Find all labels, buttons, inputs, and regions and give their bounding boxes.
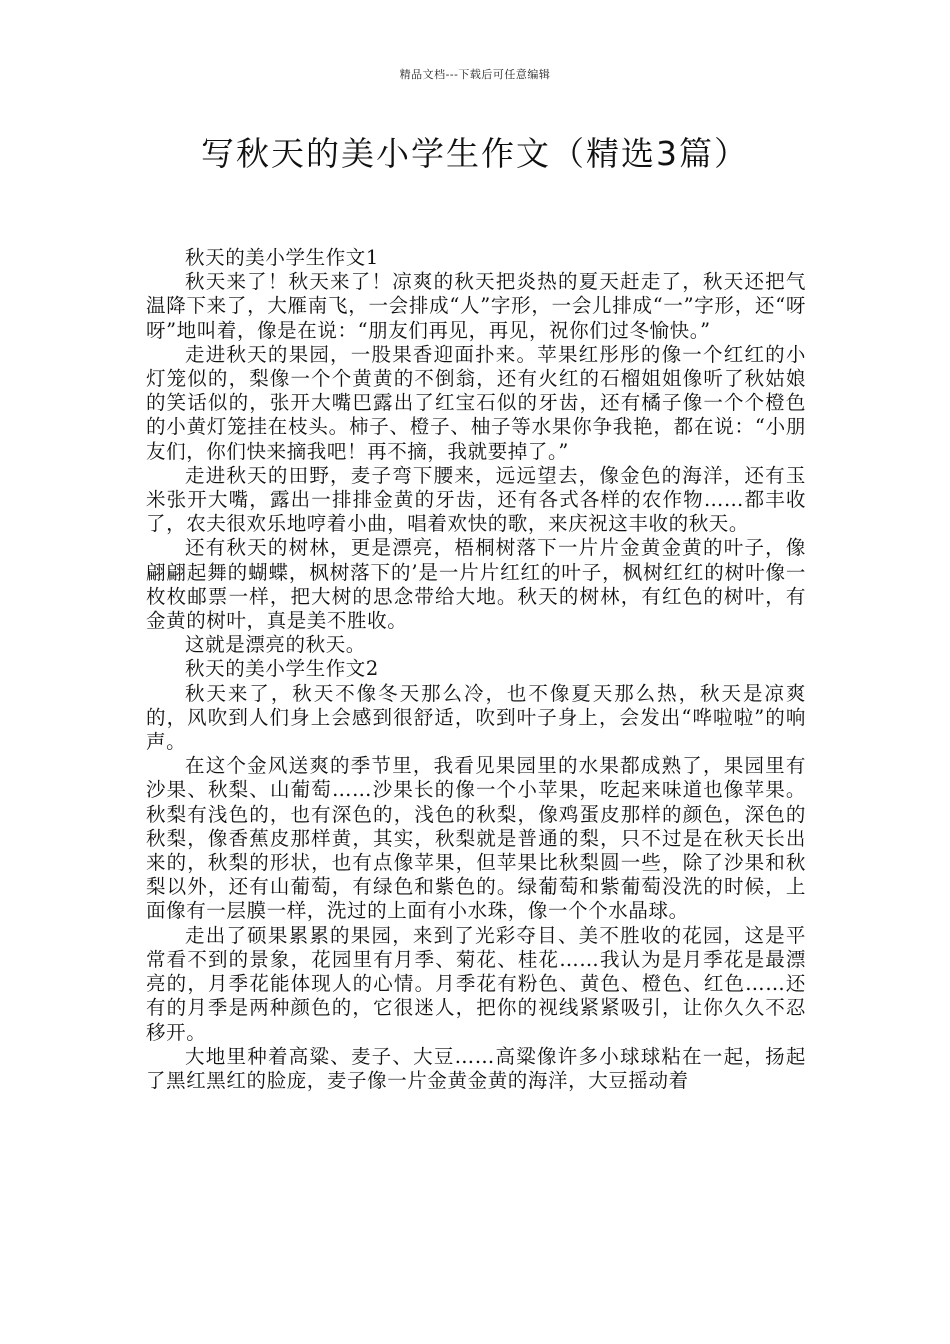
paragraph: 走出了硕果累累的果园，来到了光彩夺目、美不胜收的花园，这是平常看不到的景象，花园里有月季、菊花、桂花……我认为是月季花是最漂亮的，月季花能体现人的心情。月季花有粉色、黄色、橙色、红色……还有的月季是两种颜色的，它很迷人，把你的视线紧紧吸引，让你久久不忍移开。 [146,923,806,1044]
paragraph: 还有秋天的树林，更是漂亮，梧桐树落下一片片金黄金黄的叶子，像翩翩起舞的蝴蝶，枫树落下的’是一片片红红的叶子，枫树红红的树叶像一枚枚邮票一样，把大树的思念带给大地。秋天的树林，有红色的树叶，有金黄的树叶，真是美不胜收。 [146,536,806,633]
document-body [146,246,806,1093]
paragraph: 秋天来了！秋天来了！凉爽的秋天把炎热的夏天赶走了，秋天还把气温降下来了，大雁南飞，一会排成“人”字形，一会儿排成“一”字形，还“呀呀”地叫着，像是在说：“朋友们再见，再见，祝你们过冬愉快。” [146,270,806,342]
essay-heading-1: 秋天的美小学生作文1 [185,246,379,269]
paragraph: 这就是漂亮的秋天。 [185,633,366,657]
paragraph: 大地里种着高粱、麦子、大豆……高粱像许多小球球粘在一起，扬起了黑红黑红的脸庞，麦子像一片金黄金黄的海洋，大豆摇动着 [146,1044,806,1092]
essay-heading-2: 秋天的美小学生作文2 [185,657,379,681]
header-note: 精品文档---下载后可任意编辑 [399,68,551,81]
paragraph: 走进秋天的果园，一股果香迎面扑来。苹果红彤彤的像一个红红的小灯笼似的，梨像一个个黄黄的不倒翁，还有火红的石榴姐姐像听了秋姑娘的笑话似的，张开大嘴巴露出了红宝石似的牙齿，还有橘子像一个个橙色的小黄灯笼挂在枝头。柿子、橙子、柚子等水果你争我艳，都在说：“小朋友们，你们快来摘我吧！再不摘，我就要掉了。” [146,342,806,463]
document-title: 写秋天的美小学生作文（精选3篇） [201,134,749,173]
paragraph: 秋天来了，秋天不像冬天那么冷，也不像夏天那么热，秋天是凉爽的，风吹到人们身上会感到很舒适，吹到叶子身上，会发出“哗啦啦”的响声。 [146,681,806,754]
paragraph: 在这个金风送爽的季节里，我看见果园里的水果都成熟了，果园里有沙果、秋梨、山葡萄……沙果长的像一个小苹果，吃起来味道也像苹果。秋梨有浅色的，也有深色的，浅色的秋梨，像鸡蛋皮那样的颜色，深色的秋梨，像香蕉皮那样黄，其实，秋梨就是普通的梨，只不过是在秋天长出来的，秋梨的形状，也有点像苹果，但苹果比秋梨圆一些，除了沙果和秋梨以外，还有山葡萄，有绿色和紫色的。绿葡萄和紫葡萄没洗的时候，上面像有一层膜一样，洗过的上面有小水珠，像一个个水晶球。 [146,754,806,923]
paragraph: 走进秋天的田野，麦子弯下腰来，远远望去，像金色的海洋，还有玉米张开大嘴，露出一排排金黄的牙齿，还有各式各样的农作物……都丰收了，农夫很欢乐地哼着小曲，唱着欢快的歌，来庆祝这丰收的秋天。 [146,463,806,536]
